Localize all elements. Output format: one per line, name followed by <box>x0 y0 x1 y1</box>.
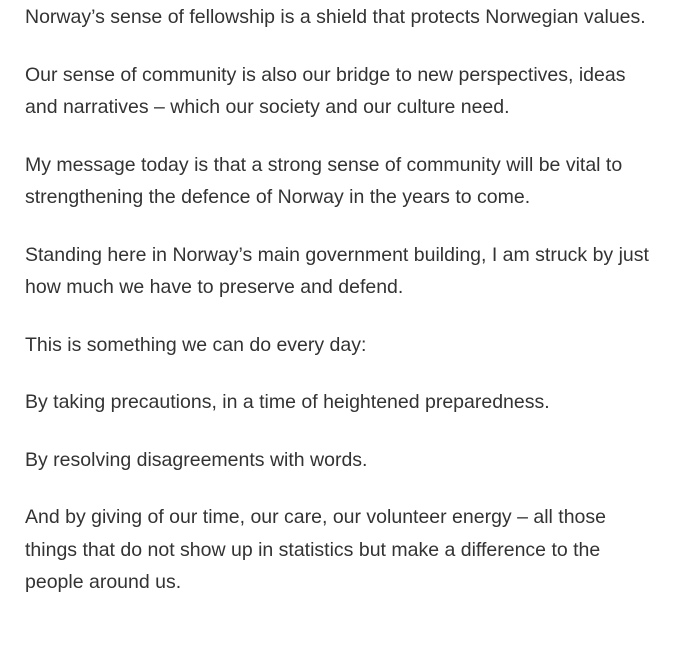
article-body <box>25 0 655 624</box>
paragraph-every-day: This is something we can do every day: <box>25 333 367 356</box>
paragraph-fellowship: Norway’s sense of fellowship is a shield that protects Norwegian values. <box>25 6 646 28</box>
paragraph-government-building: Standing here in Norway’s main government building, I am struck by just how much we have to preserve and defend. <box>25 243 649 298</box>
paragraph-volunteer-energy: And by giving of our time, our care, our volunteer energy – all those things that do not show up in statistics but make a difference to the people around us. <box>25 506 606 593</box>
paragraph-precautions: By taking precautions, in a time of heightened preparedness. <box>25 391 550 413</box>
paragraph-message-today: My message today is that a strong sense of community will be vital to strengthening the defence of Norway in the years to come. <box>25 153 623 208</box>
paragraph-community-bridge: Our sense of community is also our bridge to new perspectives, ideas and narratives – which our society and our culture need. <box>25 63 626 118</box>
paragraph-disagreements: By resolving disagreements with words. <box>25 448 368 471</box>
